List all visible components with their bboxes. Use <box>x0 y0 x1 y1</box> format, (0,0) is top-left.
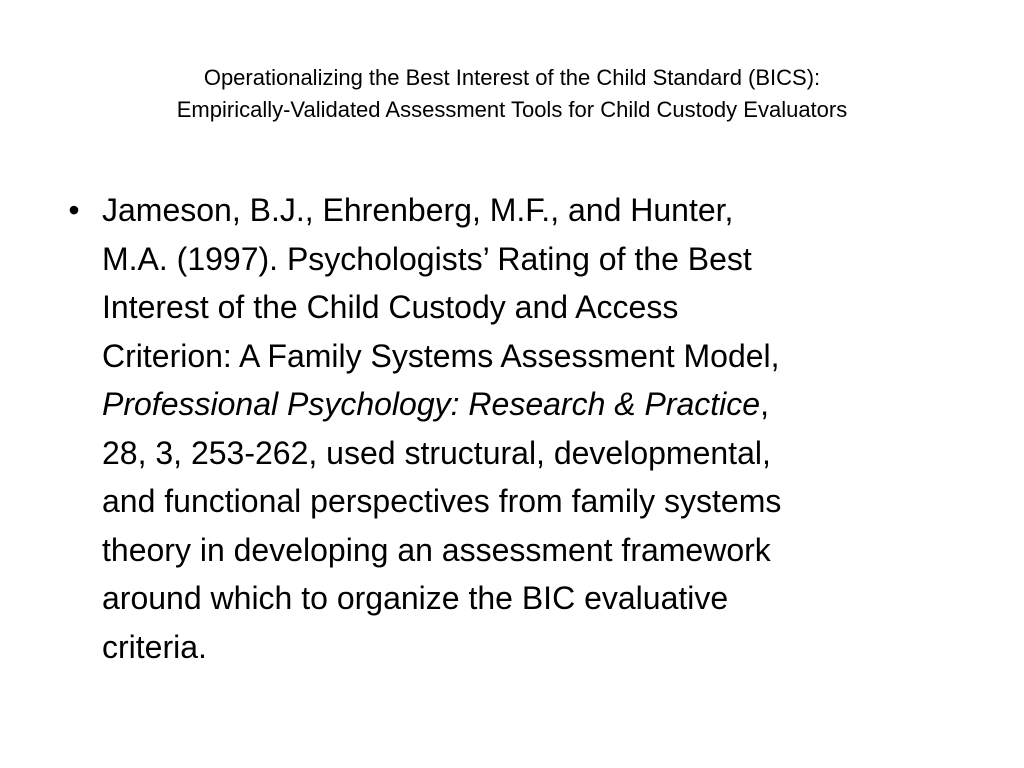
reference-journal-line <box>102 380 962 429</box>
slide-title-line: Empirically-Validated Assessment Tools for Child Custody Evaluators <box>176 97 848 122</box>
reference-line: Criterion: A Family Systems Assessment Model, <box>102 337 780 374</box>
reference-line: M.A. (1997). Psychologists’ Rating of the Best <box>102 240 752 277</box>
reference-line: and functional perspectives from family systems <box>102 483 782 519</box>
reference-line: theory in developing an assessment framework <box>102 531 771 568</box>
reference-line: around which to organize the BIC evaluative <box>102 580 729 616</box>
journal-title: Professional Psychology: Research & Practice <box>102 386 761 422</box>
reference-line: Jameson, B.J., Ehrenberg, M.F., and Hunter, <box>102 192 734 228</box>
bullet-list <box>62 186 962 671</box>
reference-line: 28, 3, 253-262, used structural, developmental, <box>102 434 771 471</box>
reference-line: criteria. <box>102 628 207 665</box>
slide-title-line: Operationalizing the Best Interest of the Child Standard (BICS): <box>203 65 821 90</box>
bullet-icon: • <box>68 192 80 228</box>
journal-suffix: , <box>760 386 769 422</box>
slide-title <box>40 62 984 126</box>
reference-bullet <box>62 186 962 671</box>
reference-line: Interest of the Child Custody and Access <box>102 289 679 325</box>
